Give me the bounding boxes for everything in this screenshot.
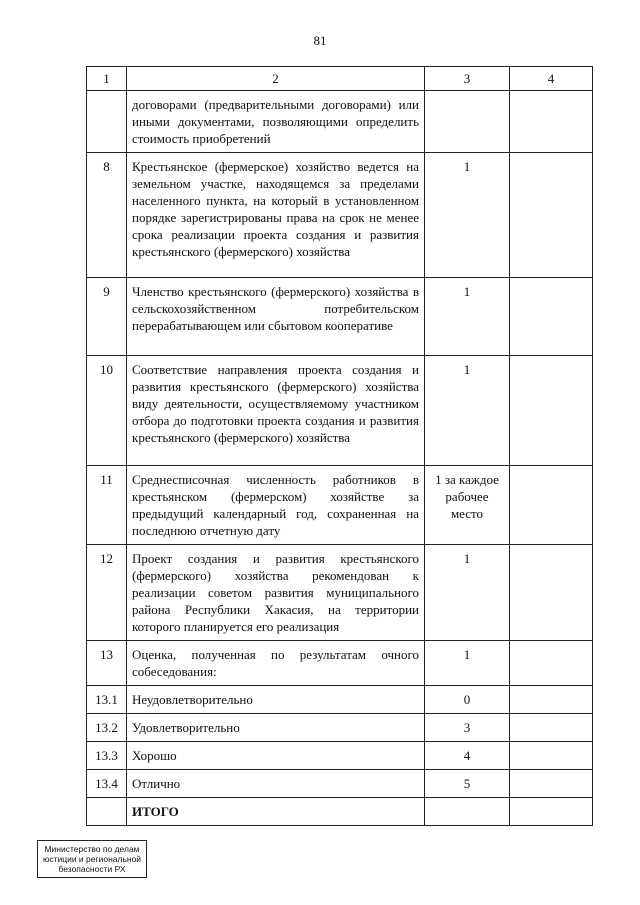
- row-number: 10: [87, 356, 127, 466]
- score-cell: 0: [425, 686, 510, 714]
- criterion-text: Проект создания и развития крестьянского (фермерского) хозяйства рекомендован к реализации советом развития муниципального района Республики Хакасия, на территории которого планируется его реализация: [127, 545, 425, 641]
- extra-cell: [510, 545, 593, 641]
- table-row: [87, 153, 593, 278]
- criterion-text: Среднесписочная численность работников в крестьянском (фермерском) хозяйстве за предыдущий календарный год, сохраненная на последнюю отчетную дату: [127, 466, 425, 545]
- criterion-text: Крестьянское (фермерское) хозяйство ведется на земельном участке, находящемся за пределами населенного пункта, на который в установленном порядке зарегистрированы права на срок не менее срока реализации проекта создания и развития крестьянского (фермерского) хозяйства: [127, 153, 425, 278]
- score-cell: 1: [425, 356, 510, 466]
- score-cell: 1: [425, 641, 510, 686]
- criterion-text: Хорошо: [127, 742, 425, 770]
- row-number: 13.1: [87, 686, 127, 714]
- table-row: [87, 641, 593, 686]
- row-number: 13.4: [87, 770, 127, 798]
- table-row: [87, 91, 593, 153]
- extra-cell: [510, 714, 593, 742]
- row-number: 13: [87, 641, 127, 686]
- criterion-text: Удовлетворительно: [127, 714, 425, 742]
- row-number: 8: [87, 153, 127, 278]
- extra-cell: [510, 153, 593, 278]
- extra-cell: [510, 466, 593, 545]
- criterion-text: Соответствие направления проекта создания и развития крестьянского (фермерского) хозяйства виду деятельности, осуществляемому участником отбора до подготовки проекта создания и развития крестьянского (фермерского) хозяйства: [127, 356, 425, 466]
- header-col-4: 4: [510, 67, 593, 91]
- header-row: [87, 67, 593, 91]
- row-number: [87, 798, 127, 826]
- table-row: [87, 714, 593, 742]
- score-cell: [425, 91, 510, 153]
- header-col-1: 1: [87, 67, 127, 91]
- extra-cell: [510, 356, 593, 466]
- criterion-text: Отлично: [127, 770, 425, 798]
- page-number: 81: [313, 33, 327, 48]
- extra-cell: [510, 742, 593, 770]
- row-number: 9: [87, 278, 127, 356]
- table-row: [87, 356, 593, 466]
- table-row: [87, 770, 593, 798]
- table-row: [87, 466, 593, 545]
- extra-cell: [510, 278, 593, 356]
- table-row: [87, 545, 593, 641]
- header-col-2: 2: [127, 67, 425, 91]
- score-cell: 1: [425, 278, 510, 356]
- table-row: [87, 686, 593, 714]
- extra-cell: [510, 641, 593, 686]
- row-number: 12: [87, 545, 127, 641]
- row-number: 13.2: [87, 714, 127, 742]
- row-number: 11: [87, 466, 127, 545]
- score-cell: 1: [425, 545, 510, 641]
- criterion-text: договорами (предварительными договорами) или иными документами, позволяющими определить стоимость приобретений: [127, 91, 425, 153]
- score-cell: 5: [425, 770, 510, 798]
- score-cell: 1: [425, 153, 510, 278]
- table-row: [87, 742, 593, 770]
- extra-cell: [510, 770, 593, 798]
- criterion-text: Неудовлетворительно: [127, 686, 425, 714]
- header-col-3: 3: [425, 67, 510, 91]
- extra-cell: [510, 91, 593, 153]
- row-number: 13.3: [87, 742, 127, 770]
- stamp-line: Министерство по делам: [44, 844, 140, 854]
- score-cell: 1 за каждое рабочее место: [425, 466, 510, 545]
- score-cell: 4: [425, 742, 510, 770]
- ministry-stamp: [37, 840, 147, 878]
- row-number: [87, 91, 127, 153]
- total-label: ИТОГО: [127, 798, 425, 826]
- criteria-table: [86, 66, 593, 826]
- score-cell: [425, 798, 510, 826]
- total-row: [87, 798, 593, 826]
- extra-cell: [510, 686, 593, 714]
- score-cell: 3: [425, 714, 510, 742]
- criterion-text: Оценка, полученная по результатам очного собеседования:: [127, 641, 425, 686]
- stamp-line: безопасности РХ: [58, 864, 126, 874]
- stamp-line: юстиции и региональной: [42, 854, 142, 864]
- table-row: [87, 278, 593, 356]
- criterion-text: Членство крестьянского (фермерского) хозяйства в сельскохозяйственном потребительском перерабатывающем или сбытовом кооперативе: [127, 278, 425, 356]
- extra-cell: [510, 798, 593, 826]
